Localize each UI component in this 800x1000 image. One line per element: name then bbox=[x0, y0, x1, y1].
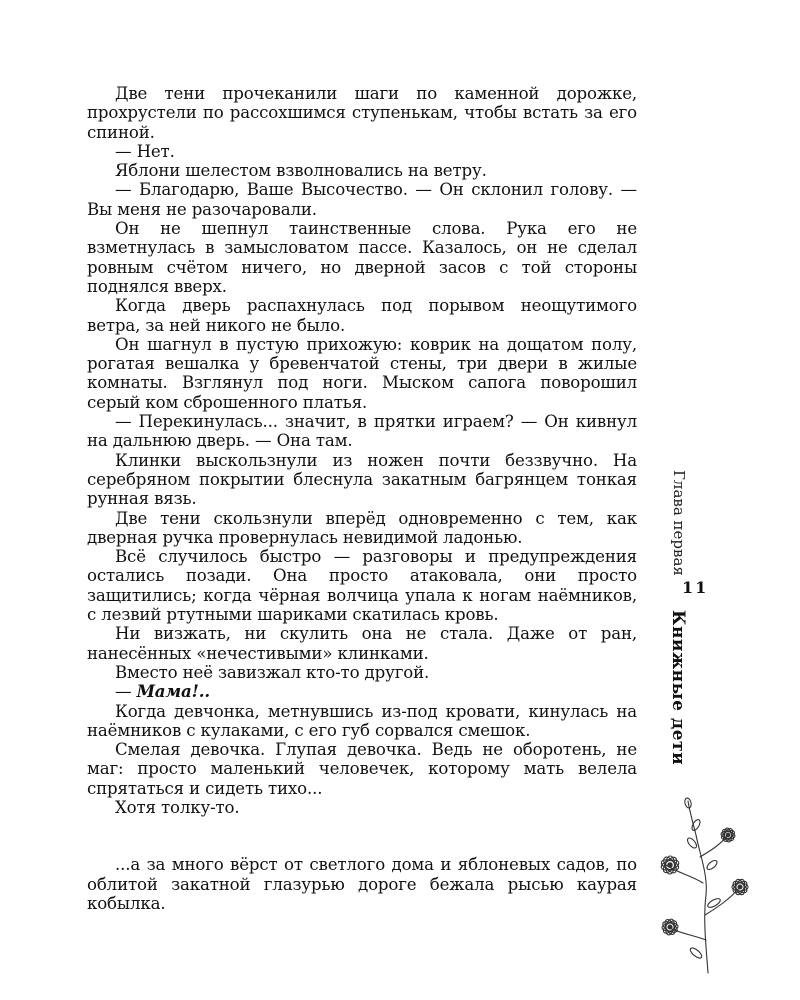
paragraph: Яблони шелестом взволновались на ветру. bbox=[115, 161, 487, 181]
paragraph: — Нет. bbox=[115, 141, 175, 161]
paragraph: Он не шепнул таинственные слова. Рука его не взметнулась в замысловатом пассе. Казалось, он не сделал ровным счётом ничего, но дверной засов с той стороны поднялся вверх. bbox=[87, 219, 637, 296]
page-number: 11 bbox=[682, 578, 709, 597]
paragraph: Смелая девочка. Глупая девочка. Ведь не оборотень, не маг: просто маленький человечек, которому мать велела спрятаться и сидеть тихо... bbox=[87, 740, 637, 798]
flower-branch-icon bbox=[648, 795, 758, 975]
paragraph: — Мама!.. bbox=[115, 681, 211, 702]
paragraph: ...а за много вёрст от светлого дома и яблоневых садов, по облитой закатной глазурью дороге бежала рысью каурая кобылка. bbox=[87, 855, 637, 913]
paragraph: Две тени скользнули вперёд одновременно с тем, как дверная ручка провернулась невидимой ладонью. bbox=[87, 508, 637, 547]
paragraph: Когда дверь распахнулась под порывом неощутимого ветра, за ней никого не было. bbox=[87, 296, 637, 335]
paragraph: Хотя толку-то. bbox=[115, 797, 240, 817]
paragraph: Ни визжать, ни скулить она не стала. Даже от ран, нанесённых «нечестивыми» клинками. bbox=[87, 624, 637, 663]
paragraph: Всё случилось быстро — разговоры и предупреждения остались позади. Она просто атаковала, они просто защитились; когда чёрная волчица упала к ногам наёмников, с лезвий ртутными шариками скатилась кровь. bbox=[87, 547, 637, 625]
paragraph: — Перекинулась... значит, в прятки играем? — Он кивнул на дальнюю дверь. — Она там. bbox=[87, 412, 637, 451]
page-sidebar bbox=[660, 470, 720, 790]
paragraph: Когда девчонка, метнувшись из-под кровати, кинулась на наёмников с кулаками, с его губ сорвался смешок. bbox=[87, 701, 637, 740]
body-text bbox=[87, 84, 637, 913]
book-title: Книжные дети bbox=[668, 610, 688, 766]
paragraph: Он шагнул в пустую прихожую: коврик на дощатом полу, рогатая вешалка у бревенчатой стены, три двери в жилые комнаты. Взглянул под ноги. Мыском сапога поворошил серый ком сброшенного платья. bbox=[87, 334, 637, 412]
paragraph: Две тени прочеканили шаги по каменной дорожке, прохрустели по рассохшимся ступенькам, чтобы встать за его спиной. bbox=[87, 84, 637, 142]
chapter-title: Глава первая bbox=[670, 470, 688, 576]
emphasis-text: Мама!.. bbox=[136, 681, 211, 702]
paragraph: — Благодарю, Ваше Высочество. — Он склонил голову. — Вы меня не разочаровали. bbox=[87, 180, 637, 219]
paragraph: Вместо неё завизжал кто-то другой. bbox=[115, 662, 430, 682]
paragraph: Клинки выскользнули из ножен почти беззвучно. На серебряном покрытии блеснула закатным багрянцем тонкая рунная вязь. bbox=[87, 450, 637, 509]
